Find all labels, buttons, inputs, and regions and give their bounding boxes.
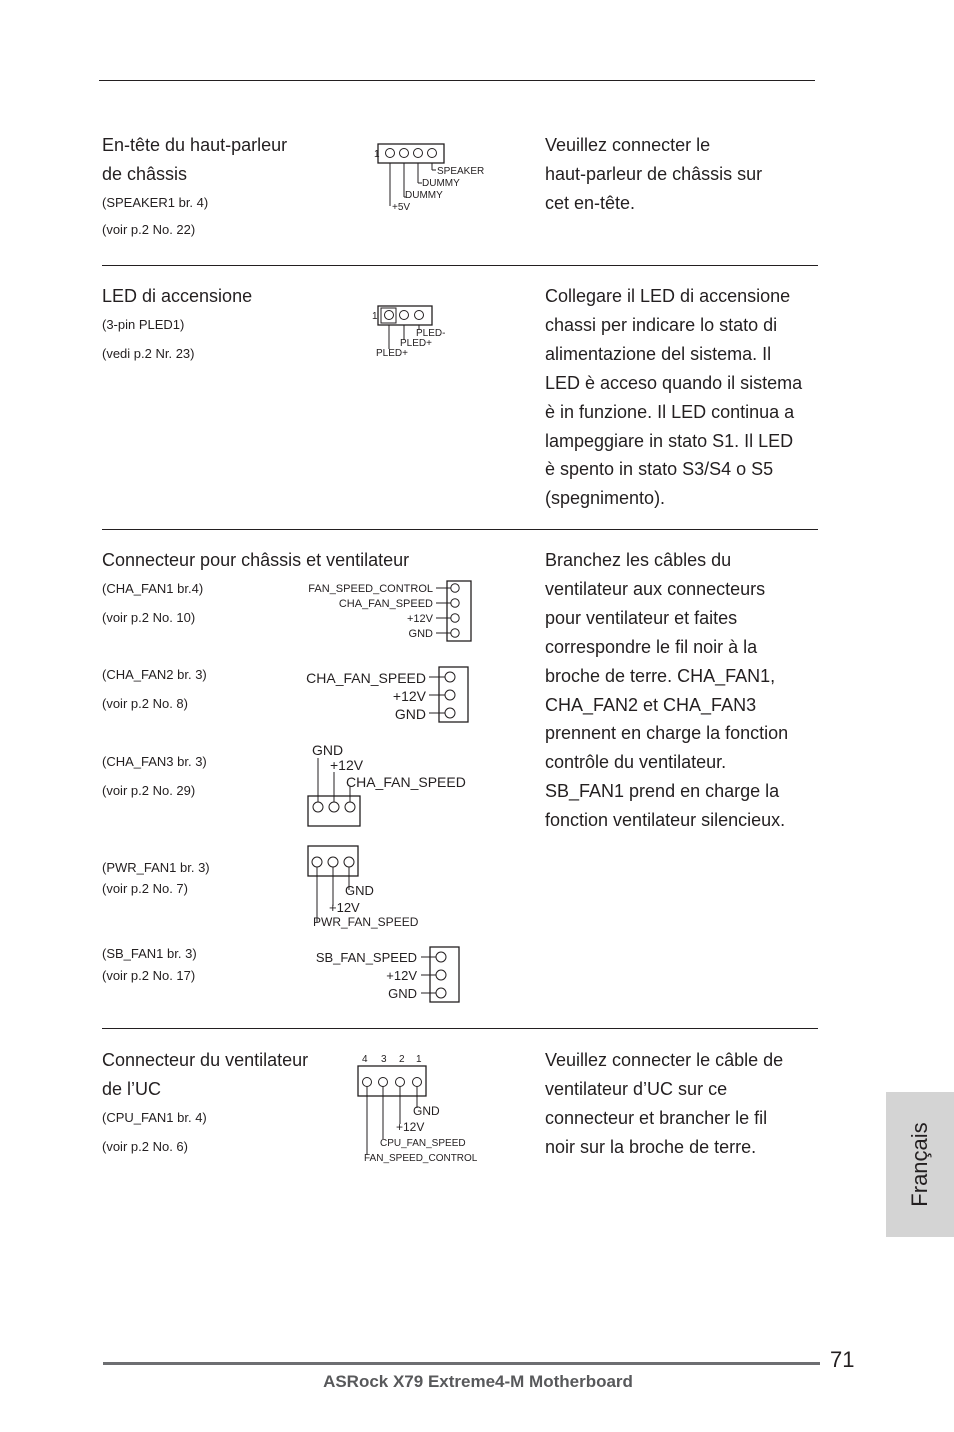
speaker-sub-2: (voir p.2 No. 22) [102, 222, 196, 237]
sb-fan1-label: SB_FAN_SPEED [315, 950, 417, 965]
cpu-pin-number: 4 [362, 1054, 368, 1065]
cha-fan1-label: CHA_FAN_SPEED [338, 598, 433, 610]
section-rule [102, 1028, 818, 1029]
cha-fan3-sub-1: (CHA_FAN3 br. 3) [102, 754, 207, 769]
speaker-label-dummy-2: DUMMY [405, 190, 443, 201]
speaker-title-line-1: En-tête du haut-parleur [102, 135, 288, 155]
led-desc-line: alimentazione del sistema. Il [545, 343, 772, 364]
cha-fan3-label: GND [312, 742, 344, 758]
cpu-label: +12V [396, 1120, 425, 1134]
cha-fan1-sub-2: (voir p.2 No. 10) [102, 610, 196, 625]
speaker-description [545, 131, 762, 218]
cha-fan2-label: CHA_FAN_SPEED [306, 670, 426, 686]
speaker-label-speaker: SPEAKER [437, 166, 485, 177]
led-sub-1: (3-pin PLED1) [102, 317, 185, 332]
speaker-desc-line: Veuillez connecter le [545, 135, 711, 155]
led-pin-diagram [370, 302, 460, 362]
fans-title: Connecteur pour châssis et ventilateur [102, 550, 410, 570]
led-label-pled-plus-2: PLED+ [376, 348, 408, 359]
speaker-title-line-2: de châssis [102, 164, 188, 184]
cha-fan2-pin-diagram [300, 664, 475, 724]
cha-fan2-sub-1: (CHA_FAN2 br. 3) [102, 667, 207, 682]
cha-fan2-sub-2: (voir p.2 No. 8) [102, 696, 188, 711]
sb-fan1-label: GND [388, 986, 417, 1001]
page-number: 71 [830, 1347, 855, 1372]
cha-fan3-sub-2: (voir p.2 No. 29) [102, 783, 196, 798]
fans-desc-line: Branchez les câbles du [545, 550, 732, 570]
footer-title: ASRock X79 Extreme4-M Motherboard [323, 1372, 633, 1391]
fans-desc-line: prennent en charge la fonction [545, 723, 789, 744]
speaker-sub-1: (SPEAKER1 br. 4) [102, 195, 209, 210]
cpu-sub-2: (voir p.2 No. 6) [102, 1139, 188, 1154]
led-description [545, 282, 802, 513]
speaker-desc-line: cet en-tête. [545, 192, 636, 213]
led-desc-line: Collegare il LED di accensione [545, 286, 791, 306]
pwr-fan1-label: +12V [329, 900, 360, 915]
cpu-pin-number: 3 [381, 1054, 387, 1065]
cha-fan1-label: +12V [407, 613, 433, 625]
cpu-pin-number: 2 [399, 1054, 405, 1065]
pwr-fan1-sub-1: (PWR_FAN1 br. 3) [102, 860, 210, 875]
cpu-label: GND [413, 1104, 440, 1118]
language-tab-label: Français [907, 1122, 932, 1207]
led-desc-line: chassi per indicare lo stato di [545, 314, 778, 335]
fans-desc-line: broche de terre. CHA_FAN1, [545, 665, 776, 686]
section-rule [102, 265, 818, 266]
section-rule [102, 529, 818, 530]
sb-fan1-label: +12V [386, 968, 417, 983]
cha-fan3-label: CHA_FAN_SPEED [346, 774, 466, 790]
led-desc-line: lampeggiare in stato S1. Il LED [545, 430, 794, 451]
language-tab [886, 1092, 954, 1237]
led-sub-2: (vedi p.2 Nr. 23) [102, 346, 195, 361]
fans-description [545, 546, 788, 835]
pwr-fan1-label: GND [345, 883, 374, 898]
cpu-title-line-1: Connecteur du ventilateur [102, 1050, 309, 1070]
speaker-label-dummy-1: DUMMY [422, 178, 460, 189]
cpu-description [545, 1046, 783, 1162]
cpu-sub-1: (CPU_FAN1 br. 4) [102, 1110, 207, 1125]
fans-desc-line: correspondre le fil noir à la [545, 636, 758, 657]
fans-desc-line: pour ventilateur et faites [545, 607, 738, 628]
top-rule [99, 80, 815, 81]
footer-rule [103, 1362, 820, 1365]
cpu-desc-line: noir sur la broche de terre. [545, 1136, 757, 1157]
speaker-desc-line: haut-parleur de châssis sur [545, 163, 763, 184]
cha-fan3-label: +12V [330, 757, 364, 773]
led-desc-line: è spento in stato S3/S4 o S5 [545, 459, 774, 480]
fans-desc-line: fonction ventilateur silencieux. [545, 810, 786, 831]
cpu-title-line-2: de l’UC [102, 1079, 162, 1099]
led-label-pled-plus-1: PLED+ [400, 338, 432, 349]
cha-fan2-label: +12V [392, 688, 426, 704]
led-title: LED di accensione [102, 286, 253, 306]
pwr-fan1-sub-2: (voir p.2 No. 7) [102, 881, 188, 896]
led-desc-line: LED è acceso quando il sistema [545, 372, 803, 393]
speaker-label-5v: +5V [392, 202, 411, 213]
cha-fan2-label: GND [394, 706, 426, 722]
cha-fan1-pin-diagram [300, 578, 475, 644]
fans-desc-line: ventilateur aux connecteurs [545, 578, 766, 599]
sb-fan1-pin-diagram [300, 945, 465, 1005]
cpu-fan-pin-diagram [355, 1050, 490, 1165]
cpu-desc-line: Veuillez connecter le câble de [545, 1050, 784, 1070]
speaker-pin1-label: 1 [374, 149, 380, 160]
led-label-pled-minus: PLED- [416, 328, 446, 339]
cpu-desc-line: connecteur et brancher le fil [545, 1107, 768, 1128]
led-pin1-label: 1 [372, 311, 378, 322]
cha-fan1-sub-1: (CHA_FAN1 br.4) [102, 581, 204, 596]
led-desc-line: è in funzione. Il LED continua a [545, 401, 795, 422]
fans-desc-line: contrôle du ventilateur. [545, 752, 727, 773]
cpu-desc-line: ventilateur d’UC sur ce [545, 1078, 728, 1099]
pwr-fan1-pin-diagram [300, 842, 470, 930]
cha-fan1-label: GND [408, 628, 433, 640]
cpu-label: CPU_FAN_SPEED [380, 1138, 466, 1149]
speaker-pin-diagram [370, 140, 490, 215]
led-desc-line: (spegnimento). [545, 488, 666, 509]
fans-desc-line: CHA_FAN2 et CHA_FAN3 [545, 694, 757, 715]
cpu-label: FAN_SPEED_CONTROL [364, 1153, 478, 1164]
sb-fan1-sub-2: (voir p.2 No. 17) [102, 968, 196, 983]
cha-fan3-pin-diagram [300, 740, 470, 830]
pwr-fan1-label: PWR_FAN_SPEED [313, 915, 419, 929]
sb-fan1-sub-1: (SB_FAN1 br. 3) [102, 946, 197, 961]
fans-desc-line: SB_FAN1 prend en charge la [545, 781, 780, 802]
cha-fan1-label: FAN_SPEED_CONTROL [308, 583, 433, 595]
cpu-pin-number: 1 [416, 1054, 422, 1065]
